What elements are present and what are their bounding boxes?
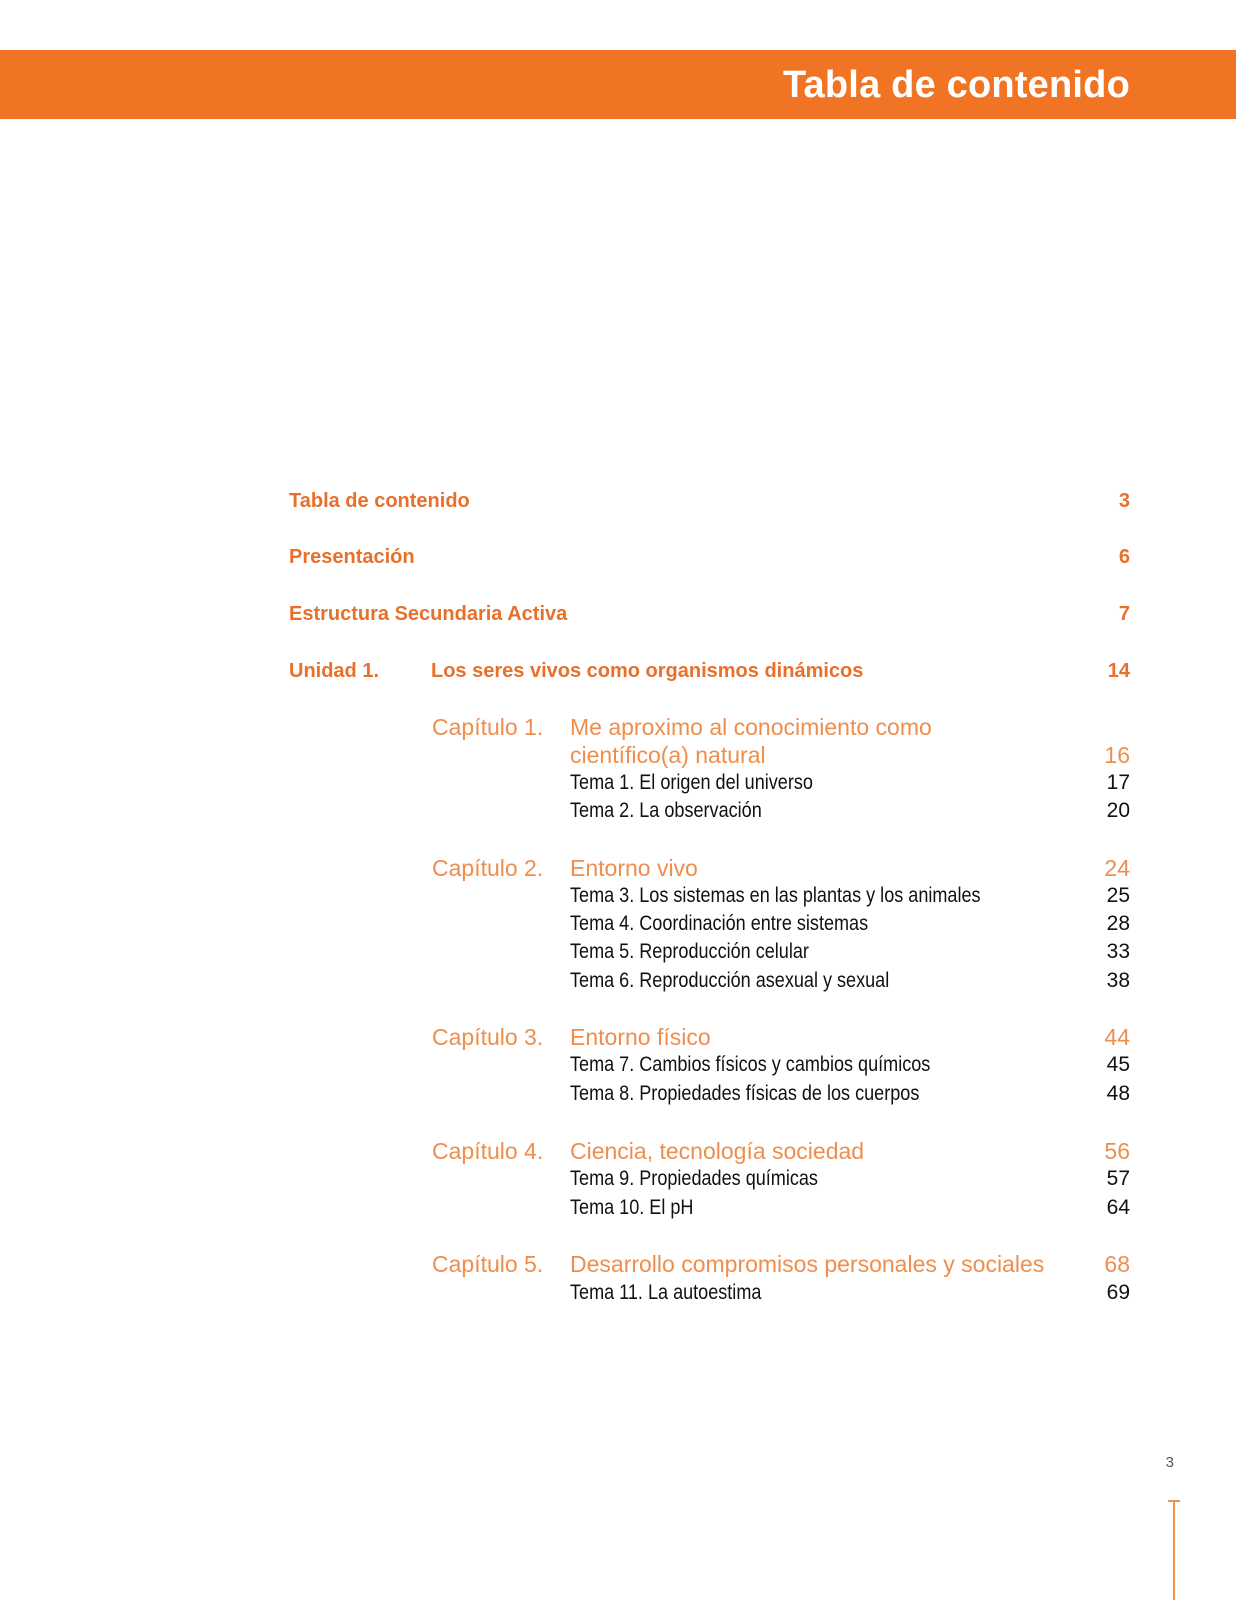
chapter-page: 16 — [1104, 742, 1130, 768]
tema-label: Tema 1. El origen del universo — [570, 771, 813, 794]
tema-label: Tema 6. Reproducción asexual y sexual — [570, 969, 890, 992]
tema-label: Tema 5. Reproducción celular — [570, 940, 809, 963]
tema-label: Tema 7. Cambios físicos y cambios químicos — [570, 1053, 931, 1076]
page-number: 3 — [1165, 1454, 1174, 1471]
toc-tema-7[interactable] — [0, 1050, 1236, 1080]
toc-tema-5[interactable] — [0, 937, 1236, 967]
toc-chapter-3[interactable] — [0, 1022, 1236, 1052]
toc-tema-8[interactable] — [0, 1079, 1236, 1109]
chapter-title: Entorno físico — [570, 1024, 711, 1050]
toc-tema-4[interactable] — [0, 909, 1236, 939]
tema-page: 69 — [1106, 1281, 1130, 1304]
tema-label: Tema 4. Coordinación entre sistemas — [570, 912, 869, 935]
toc-tema-2[interactable] — [0, 796, 1236, 826]
tema-page: 20 — [1106, 799, 1130, 822]
chapter-title-line2: científico(a) natural — [570, 742, 766, 768]
tema-label: Tema 11. La autoestima — [570, 1281, 762, 1304]
unit-page: 14 — [1107, 660, 1130, 682]
chapter-page: 44 — [1104, 1024, 1130, 1050]
toc-entry-page: 3 — [1118, 490, 1130, 512]
toc-chapter-5[interactable] — [0, 1249, 1236, 1279]
tema-label: Tema 9. Propiedades químicas — [570, 1167, 818, 1190]
tema-label: Tema 3. Los sistemas en las plantas y los animales — [570, 884, 981, 907]
chapter-title: Desarrollo compromisos personales y sociales — [570, 1251, 1045, 1277]
toc-tema-6[interactable] — [0, 966, 1236, 996]
toc-entry-tabla[interactable] — [0, 486, 1236, 516]
tema-page: 25 — [1106, 884, 1130, 907]
tema-page: 45 — [1106, 1053, 1130, 1076]
chapter-page: 68 — [1104, 1251, 1130, 1277]
toc-entry-presentacion[interactable] — [0, 542, 1236, 572]
toc-chapter-1-cont[interactable] — [0, 740, 1236, 770]
toc-entry-label: Estructura Secundaria Activa — [289, 603, 568, 625]
tema-page: 28 — [1106, 912, 1130, 935]
chapter-number: Capítulo 4. — [432, 1138, 544, 1164]
chapter-number: Capítulo 1. — [432, 714, 544, 740]
toc-chapter-1[interactable] — [0, 712, 1236, 742]
unit-title: Los seres vivos como organismos dinámicos — [431, 660, 864, 682]
chapter-number: Capítulo 3. — [432, 1024, 544, 1050]
tema-page: 57 — [1106, 1167, 1130, 1190]
tema-page: 33 — [1106, 940, 1130, 963]
tema-page: 48 — [1106, 1082, 1130, 1105]
unit-number: Unidad 1. — [289, 660, 380, 682]
chapter-title: Entorno vivo — [570, 855, 698, 881]
page-margin-line — [1173, 1501, 1175, 1600]
tema-label: Tema 10. El pH — [570, 1196, 694, 1219]
tema-page: 38 — [1106, 969, 1130, 992]
toc-entry-page: 7 — [1118, 603, 1130, 625]
toc-chapter-2[interactable] — [0, 853, 1236, 883]
chapter-page: 56 — [1104, 1138, 1130, 1164]
toc-entry-unidad-1[interactable] — [0, 656, 1236, 686]
toc-entry-page: 6 — [1118, 546, 1130, 568]
toc-chapter-4[interactable] — [0, 1136, 1236, 1166]
chapter-title-line1: Me aproximo al conocimiento como — [570, 714, 932, 740]
toc-tema-1[interactable] — [0, 768, 1236, 798]
toc-tema-9[interactable] — [0, 1164, 1236, 1194]
tema-page: 64 — [1106, 1196, 1130, 1219]
toc-tema-10[interactable] — [0, 1193, 1236, 1223]
toc-entry-estructura[interactable] — [0, 599, 1236, 629]
tema-label: Tema 2. La observación — [570, 799, 762, 822]
toc-entry-label: Tabla de contenido — [289, 490, 470, 512]
tema-label: Tema 8. Propiedades físicas de los cuerpos — [570, 1082, 920, 1105]
chapter-page: 24 — [1104, 855, 1130, 881]
chapter-number: Capítulo 2. — [432, 855, 544, 881]
toc-tema-11[interactable] — [0, 1278, 1236, 1308]
tema-page: 17 — [1106, 771, 1130, 794]
page-title: Tabla de contenido — [782, 64, 1130, 106]
toc-entry-label: Presentación — [289, 546, 415, 568]
chapter-title: Ciencia, tecnología sociedad — [570, 1138, 865, 1164]
toc-tema-3[interactable] — [0, 881, 1236, 911]
chapter-number: Capítulo 5. — [432, 1251, 544, 1277]
